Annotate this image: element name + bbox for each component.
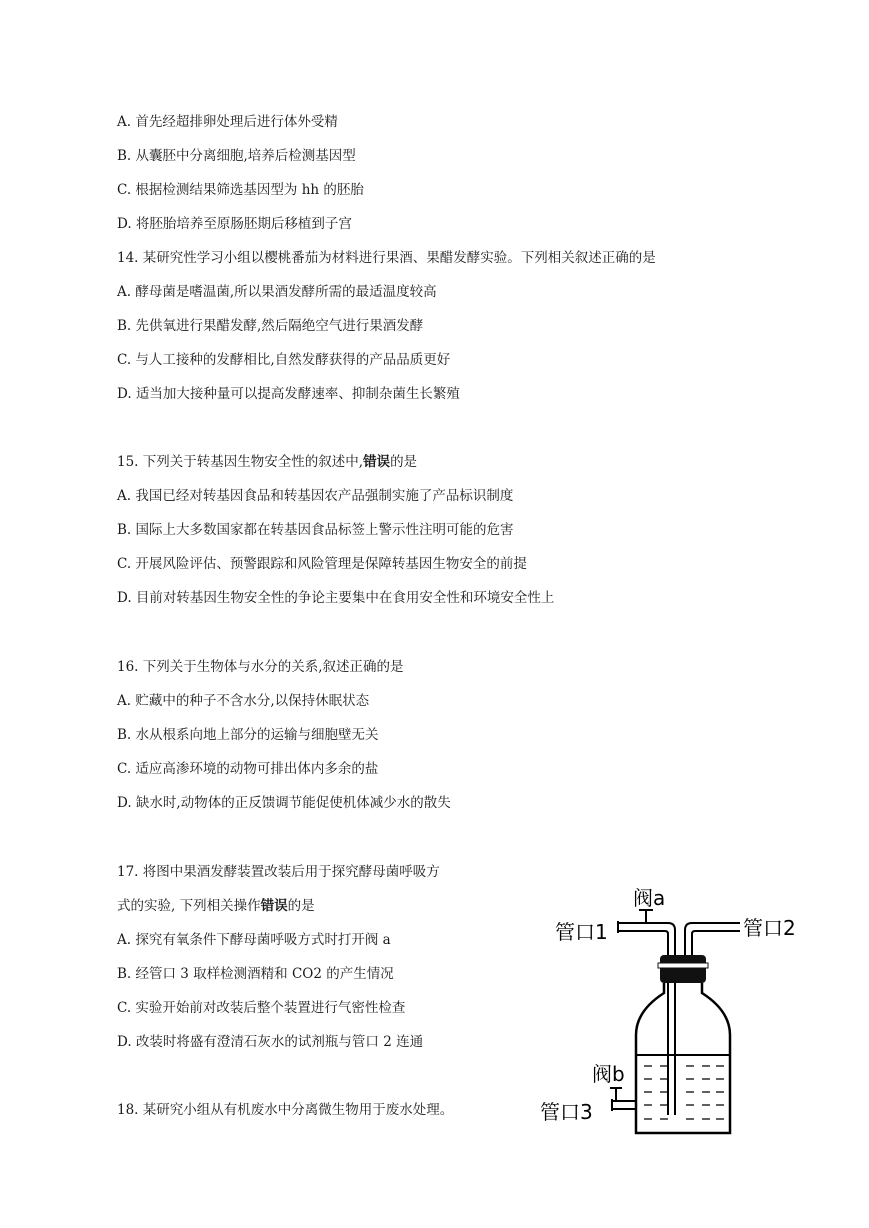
q16-stem: 16. 下列关于生物体与水分的关系,叙述正确的是 [117, 659, 404, 675]
q15-option-b: B. 国际上大多数国家都在转基因食品标签上警示性注明可能的危害 [117, 522, 514, 538]
q17-option-c: C. 实验开始前对改装后整个装置进行气密性检查 [117, 1000, 406, 1016]
q17-option-a: A. 探究有氧条件下酵母菌呼吸方式时打开阀 a [117, 932, 391, 948]
q16-option-b: B. 水从根系向地上部分的运输与细胞壁无关 [117, 727, 379, 743]
q14-option-c: C. 与人工接种的发酵相比,自然发酵获得的产品品质更好 [117, 352, 451, 368]
port1-label: 管口1 [555, 920, 608, 944]
q14-option-b: B. 先供氧进行果醋发酵,然后隔绝空气进行果酒发酵 [117, 318, 424, 334]
option-a: A. 首先经超排卵处理后进行体外受精 [117, 114, 338, 130]
q14-option-a: A. 酵母菌是嗜温菌,所以果酒发酵所需的最适温度较高 [117, 284, 437, 300]
rubber-stopper [660, 955, 706, 983]
q17-keyword: 错误 [260, 898, 288, 914]
bottle [636, 983, 730, 1133]
stopper-band [658, 963, 708, 968]
q15-option-a: A. 我国已经对转基因食品和转基因农产品强制实施了产品标识制度 [117, 488, 514, 504]
liquid [644, 1066, 724, 1119]
q16-option-d: D. 缺水时,动物体的正反馈调节能促使机体减少水的散失 [117, 795, 451, 811]
q17-stem-end: 的是 [287, 898, 315, 914]
q17-option-d: D. 改装时将盛有澄清石灰水的试剂瓶与管口 2 连通 [117, 1034, 424, 1050]
option-b: B. 从囊胚中分离细胞,培养后检测基因型 [117, 148, 356, 164]
port2-label: 管口2 [743, 916, 796, 940]
option-d: D. 将胚胎培养至原肠胚期后移植到子宫 [117, 216, 352, 232]
q16-option-c: C. 适应高渗环境的动物可排出体内多余的盐 [117, 761, 379, 777]
valve-b-label: 阀b [592, 1062, 625, 1086]
valve-a-label: 阀a [633, 886, 666, 910]
q15-stem-end: 的是 [390, 454, 418, 470]
outlet-tube [685, 923, 740, 955]
q18-stem: 18. 某研究小组从有机废水中分离微生物用于废水处理。 [117, 1102, 454, 1118]
inlet-tube [618, 921, 675, 1115]
port3-label: 管口3 [540, 1100, 593, 1124]
valve-a [639, 910, 653, 922]
q15-option-c: C. 开展风险评估、预警跟踪和风险管理是保障转基因生物安全的前提 [117, 556, 527, 572]
q15-stem-text: 15. 下列关于转基因生物安全性的叙述中, [117, 454, 364, 470]
q15-option-d: D. 目前对转基因生物安全性的争论主要集中在食用安全性和环境安全性上 [117, 590, 555, 606]
q16-option-a: A. 贮藏中的种子不含水分,以保持休眠状态 [117, 693, 370, 709]
q17-stem-line1: 17. 将图中果酒发酵装置改装后用于探究酵母菌呼吸方 [117, 864, 440, 880]
q14-option-d: D. 适当加大接种量可以提高发酵速率、抑制杂菌生长繁殖 [117, 386, 460, 402]
option-c: C. 根据检测结果筛选基因型为 hh 的胚胎 [117, 182, 364, 198]
q15-keyword: 错误 [363, 454, 391, 470]
q17-stem-line2 [117, 896, 315, 916]
valve-b [610, 1088, 636, 1111]
q15-stem [117, 452, 417, 472]
q17-stem-text: 式的实验, 下列相关操作 [117, 898, 261, 914]
q14-stem: 14. 某研究性学习小组以樱桃番茄为材料进行果酒、果醋发酵实验。下列相关叙述正确的是 [117, 250, 656, 266]
fermentation-apparatus-figure [540, 883, 810, 1143]
q17-option-b: B. 经管口 3 取样检测酒精和 CO2 的产生情况 [117, 966, 394, 982]
